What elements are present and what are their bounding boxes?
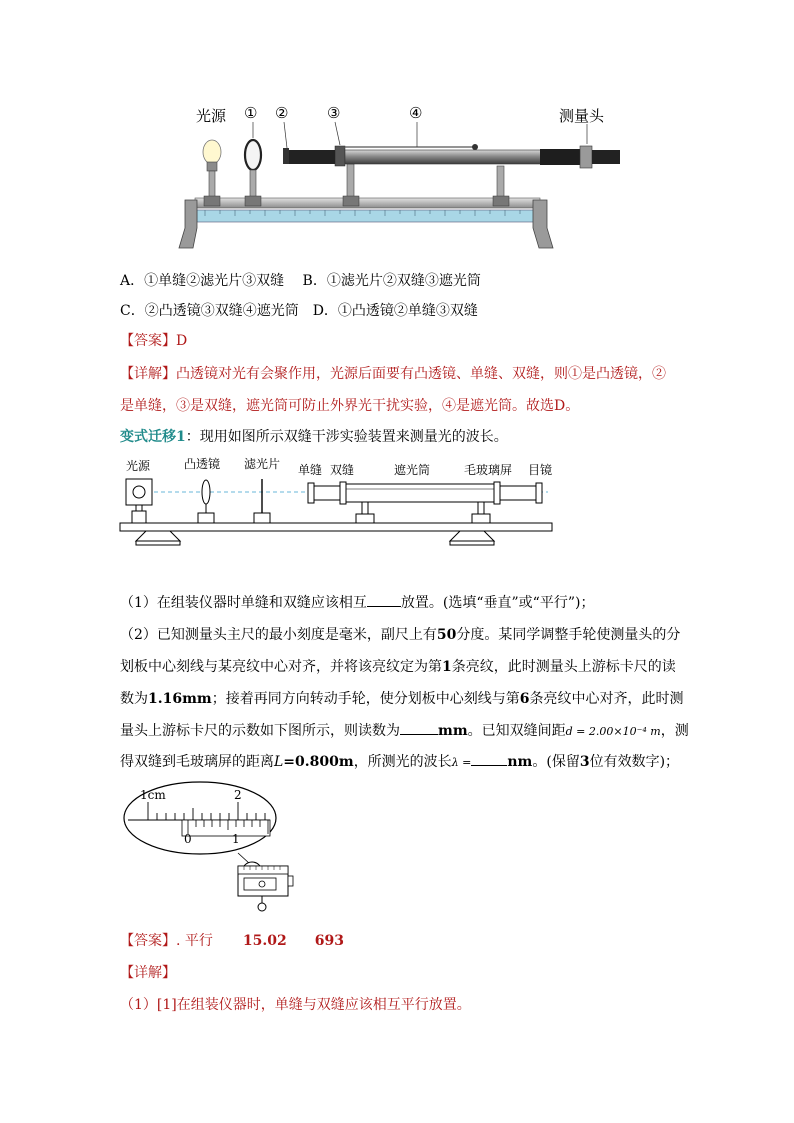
question-text: 。(保留	[532, 754, 580, 770]
question-text: 放置。(选填“垂直”或“平行”)；	[400, 595, 595, 611]
question-text: 分度。某同学调整手轮使测量头的分	[456, 627, 681, 643]
answer-tag: 【答案】	[120, 933, 176, 949]
detail-text: 凸透镜对光有会聚作用，光源后面要有凸透镜、单缝、双缝，则	[176, 366, 568, 382]
detail-text: 是凸透镜，	[582, 366, 652, 382]
detail-2-tag: 【详解】	[120, 965, 176, 981]
label-filter: 滤光片	[244, 457, 281, 471]
number: 3	[579, 754, 590, 770]
question-text: 数为	[120, 691, 148, 707]
question-text: （1）在组装仪器时单缝和双缝应该相互	[120, 595, 367, 611]
label-double-slit: 双缝	[330, 463, 355, 477]
detail-text: 是遮光筒。故选D。	[456, 398, 580, 414]
question-2-line-4	[120, 720, 689, 740]
variant-heading	[120, 426, 508, 446]
number: 1.16mm	[148, 691, 212, 707]
label-light-source: 光源	[196, 107, 227, 125]
figure-apparatus	[175, 100, 655, 255]
question-2-line-5	[120, 751, 679, 771]
label-n4: ④	[409, 104, 423, 122]
solution-index: （1）	[120, 997, 157, 1013]
answer-value-3: 693	[314, 933, 344, 949]
label-0: 0	[184, 832, 192, 846]
unit: nm	[507, 754, 533, 770]
question-text: 位有效数字)；	[589, 754, 680, 770]
label-measure-head: 测量头	[559, 107, 605, 125]
number: =0.800m	[283, 754, 354, 770]
question-text: ，测	[660, 723, 689, 739]
answer-value-1: . 平行	[176, 933, 213, 949]
label-n1: ①	[244, 104, 258, 122]
symbol-lambda: λ =	[451, 756, 472, 769]
label-1cm: 1cm	[140, 788, 166, 802]
question-2-line-3	[120, 688, 683, 708]
question-2-line-2	[120, 656, 676, 676]
label-single-slit: 单缝	[298, 463, 323, 477]
blank-3[interactable]	[471, 751, 507, 766]
question-1	[120, 592, 594, 612]
answer-value-2: 15.02	[242, 933, 287, 949]
question-text: ，所测光的波长	[353, 754, 452, 770]
number: 50	[436, 627, 457, 643]
solution-1	[120, 994, 471, 1014]
variant-colon: ：	[185, 429, 200, 445]
detail-text: 是双缝，遮光筒可防止外界光干扰实验，	[190, 398, 442, 414]
question-text: 得双缝到毛玻璃屏的距离	[120, 754, 274, 770]
answer-value: D	[176, 333, 188, 349]
blank-2[interactable]	[400, 720, 438, 735]
answer-tag: 【答案】	[120, 333, 176, 349]
label-frosted-screen: 毛玻璃屏	[464, 463, 513, 477]
detail-1-line-2	[120, 395, 579, 415]
circled-1: ①	[568, 366, 582, 382]
answer-1	[120, 330, 187, 350]
circled-3: ③	[176, 398, 190, 414]
label-eyepiece: 目镜	[528, 463, 553, 477]
question-2-line-1	[120, 624, 680, 644]
circled-4: ④	[442, 398, 456, 414]
symbol-L: L	[274, 754, 284, 770]
question-text: 条亮纹中心对齐，此时测	[529, 691, 684, 707]
label-n3: ③	[327, 104, 341, 122]
options-line-1: A．①单缝②滤光片③双缝 B．①滤光片②双缝③遮光筒	[120, 273, 481, 289]
question-text: 。已知双缝间距	[467, 723, 566, 739]
unit: mm	[438, 723, 468, 739]
label-convex-lens: 凸透镜	[184, 457, 221, 471]
variant-text: 现用如图所示双缝干涉实验装置来测量光的波长。	[199, 429, 508, 445]
question-text: 量头上游标卡尺的示数如下图所示，则读数为	[120, 723, 400, 739]
label-shade-tube: 遮光筒	[394, 463, 431, 477]
number: 6	[519, 691, 530, 707]
blank-1[interactable]	[367, 592, 401, 607]
circled-2: ②	[652, 366, 666, 382]
question-text: 条亮纹，此时测量头上游标卡尺的读	[451, 659, 676, 675]
solution-ref: [1]	[156, 997, 177, 1013]
detail-text: 是单缝，	[120, 398, 176, 414]
detail-1-line-1	[120, 363, 666, 383]
label-2: 2	[234, 788, 242, 802]
number: 1	[442, 659, 452, 675]
options-line-2: C．②凸透镜③双缝④遮光筒 D．①凸透镜②单缝③双缝	[120, 303, 478, 319]
question-text: （2）已知测量头主尺的最小刻度是毫米，副尺上有	[120, 627, 437, 643]
figure-vernier	[120, 780, 295, 915]
label-n2: ②	[275, 104, 289, 122]
question-text: 划板中心刻线与某亮纹中心对齐，并将该亮纹定为第	[120, 659, 442, 675]
answer-2	[120, 930, 344, 950]
label-1: 1	[232, 832, 240, 846]
formula-d: d = 2.00×10⁻⁴ m	[565, 725, 661, 738]
question-text: ；接着再同方向转动手轮，使分划板中心刻线与第	[211, 691, 520, 707]
figure-schematic	[118, 455, 563, 555]
variant-tag: 变式迁移1	[120, 429, 186, 445]
solution-text: 在组装仪器时，单缝与双缝应该相互平行放置。	[176, 997, 471, 1013]
label-light-source-2: 光源	[126, 459, 151, 473]
detail-tag: 【详解】	[120, 366, 176, 382]
